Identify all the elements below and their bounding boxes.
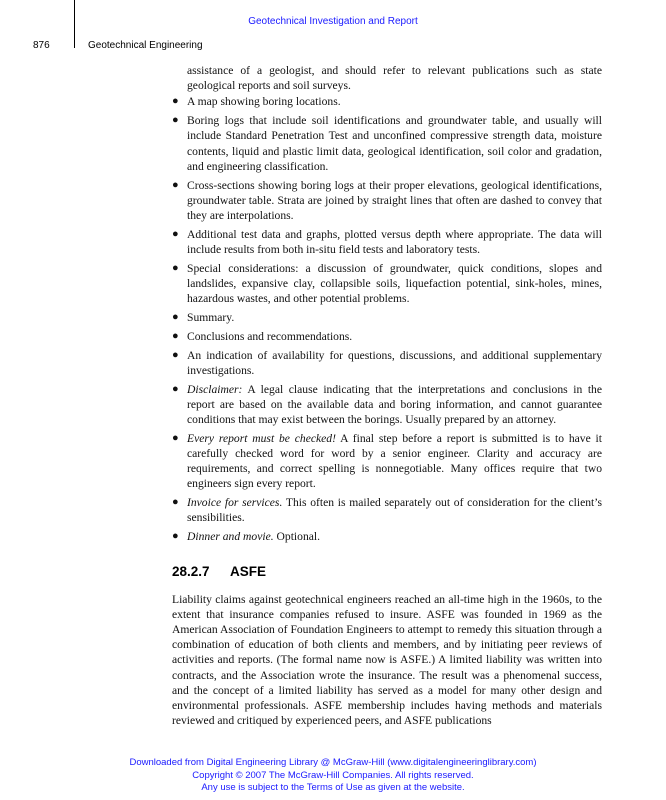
list-item-lead: Invoice for services. xyxy=(187,496,283,510)
bullet-icon: ● xyxy=(172,227,179,240)
list-item xyxy=(172,227,602,257)
bullet-icon: ● xyxy=(172,348,179,361)
list-item-text: Special considerations: a discussion of groundwater, quick conditions, slopes and landslides, expansive clay, collapsible soils, liquefaction potential, sink-holes, mines, hazardous wastes, and other potential problems. xyxy=(187,261,602,306)
list-item-lead: Disclaimer: xyxy=(187,382,243,396)
list-item xyxy=(172,310,602,325)
list-item-text: A final step before a report is submitted is to have it carefully checked word for word by a senior engineer. Clarity and accuracy are requirements, and correct spelling is nonnegotiable. Many offices require that two engineers sign every report. xyxy=(187,431,602,491)
list-item xyxy=(172,261,602,307)
list-item-text: A map showing boring locations. xyxy=(187,95,341,109)
list-item-text: Boring logs that include soil identifications and groundwater table, and usually will include Standard Penetration Test and unconfined compressive strength data, moisture contents, liquid and plastic limit data, geological identification, soil color and gradation, and engineering classification. xyxy=(187,114,602,173)
list-item-text: Cross-sections showing boring logs at their proper elevations, geological identifications, groundwater table. Strata are joined by straight lines that often are dashed to convey that they are interpolations. xyxy=(187,178,602,223)
footer-download-link[interactable]: Downloaded from Digital Engineering Library @ McGraw-Hill (www.digitalengineeringlibrary.com) xyxy=(129,757,537,768)
header-divider xyxy=(74,0,75,48)
list-item xyxy=(172,529,602,544)
list-item xyxy=(172,382,602,428)
bullet-icon: ● xyxy=(172,114,179,127)
list-item xyxy=(172,348,602,378)
section-paragraph: Liability claims against geotechnical engineers reached an all-time high in the 1960s, to the extent that insurance companies refused to insure. ASFE was founded in 1969 as the American Association of Foundation Engineers to attempt to remedy this situation through a combination of education of both clients and members, and by initiating peer reviews of activities and reports. (The formal name now is ASFE.) A limited liability was written into contracts, and the Association wrote the insurance. The result was a phenomenal success, and the concept of a limited liability has served as a model for many other design and environmental professionals. ASFE membership includes having methods and materials reviewed and critiqued by experienced peers, and ASFE publications xyxy=(172,592,602,728)
bullet-icon: ● xyxy=(172,496,179,509)
header-link[interactable]: Geotechnical Investigation and Report xyxy=(248,16,418,27)
list-item-text: Conclusions and recommendations. xyxy=(187,329,353,343)
list-item xyxy=(172,431,602,492)
section-title: ASFE xyxy=(230,564,267,580)
list-item-text: An indication of availability for questions, discussions, and additional supplementary investigations. xyxy=(187,348,602,377)
list-item-lead: Dinner and movie. xyxy=(187,530,274,544)
footer xyxy=(0,757,666,795)
page-body xyxy=(172,63,602,728)
section-heading xyxy=(172,564,602,579)
list-item-text: Additional test data and graphs, plotted versus depth where appropriate. The data will include results from both in-situ field tests and laboratory tests. xyxy=(187,227,602,257)
page-number: 876 xyxy=(33,40,50,51)
bullet-icon: ● xyxy=(172,178,179,191)
list-item xyxy=(172,178,602,224)
list-item-lead: Every report must be checked! xyxy=(187,431,336,445)
report-contents-list xyxy=(172,94,602,544)
footer-copyright: Copyright © 2007 The McGraw-Hill Companies. All rights reserved. xyxy=(192,769,474,781)
list-item xyxy=(172,113,602,174)
running-head: Geotechnical Engineering xyxy=(88,40,203,51)
list-item xyxy=(172,495,602,525)
footer-terms-link[interactable]: Any use is subject to the Terms of Use as given at the website. xyxy=(201,782,465,793)
section-number: 28.2.7 xyxy=(172,564,210,580)
list-item xyxy=(172,94,602,109)
bullet-icon: ● xyxy=(172,382,179,395)
list-item-text: Optional. xyxy=(276,530,321,544)
bullet-icon: ● xyxy=(172,311,179,324)
list-item-text: A legal clause indicating that the interpretations and conclusions in the report are based on the available data and boring information, and cannot guarantee conditions that may exist between the borings. Usually prepared by an attorney. xyxy=(187,382,602,427)
list-item-text: Summary. xyxy=(187,311,235,325)
bullet-icon: ● xyxy=(172,530,179,543)
list-item xyxy=(172,329,602,344)
bullet-icon: ● xyxy=(172,329,179,342)
bullet-icon: ● xyxy=(172,95,179,108)
bullet-icon: ● xyxy=(172,261,179,274)
intro-continuation: assistance of a geologist, and should refer to relevant publications such as state geological reports and soil surveys. xyxy=(187,64,602,93)
list-item-text: This often is mailed separately out of consideration for the client’s sensibilities. xyxy=(187,496,602,525)
bullet-icon: ● xyxy=(172,431,179,444)
